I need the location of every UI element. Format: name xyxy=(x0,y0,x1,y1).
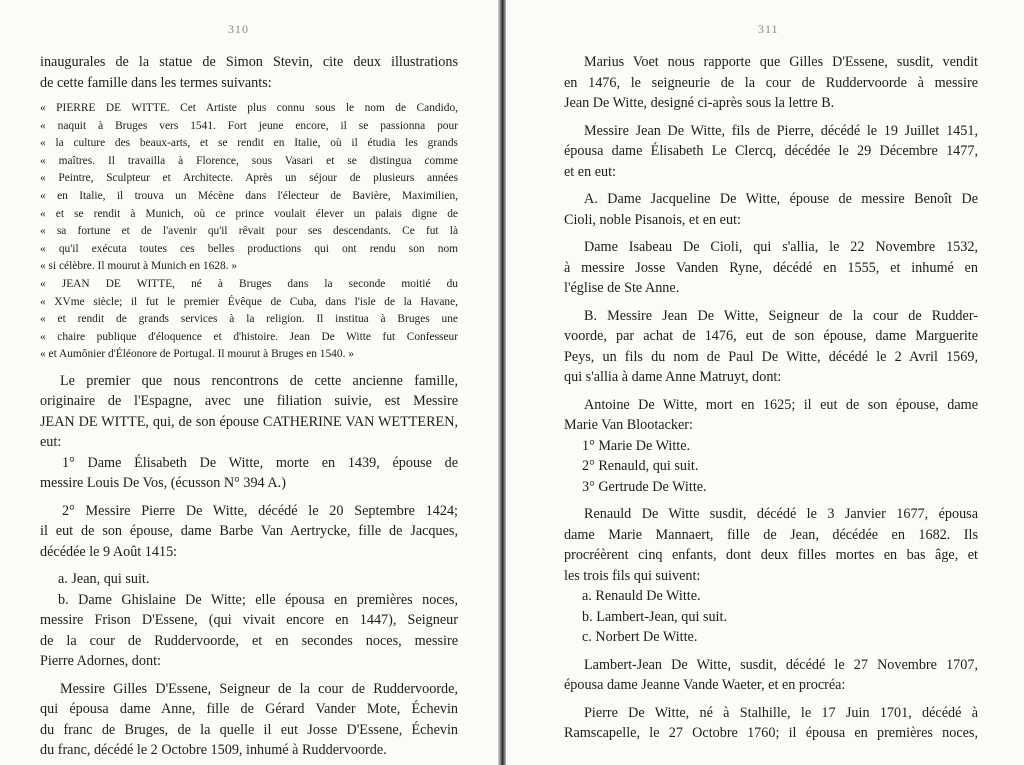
text-line: 2° Renauld, qui suit. xyxy=(582,458,699,474)
left-page xyxy=(0,0,498,765)
text-line: il eut de son épouse, dame Barbe Van Aertrycke, fille de Jacques, xyxy=(40,523,458,540)
text-line: Marius Voet nous rapporte que Gilles D'Essene, susdit, vendit xyxy=(584,54,978,70)
text-line: Marie Van Blootacker: xyxy=(564,417,693,433)
quote-line: « qu'il exécuta toutes ces belles productions qui ont rendu son nom xyxy=(40,242,458,255)
quote-line: « XVme siècle; il fut le premier Évêque de Cuba, dans l'isle de la Havane, xyxy=(40,295,458,308)
quote-line: « et Aumônier d'Éléonore de Portugal. Il mourut à Bruges en 1540. » xyxy=(40,348,354,361)
text-line: c. Norbert De Witte. xyxy=(582,629,698,645)
text-line: en 1476, le seigneurie de la cour de Ruddervoorde à messire xyxy=(564,74,978,91)
text-line: décédée le 9 Août 1415: xyxy=(40,543,178,560)
text-line: 1° Marie De Witte. xyxy=(582,437,691,454)
text-line: Dame Isabeau De Cioli, qui s'allia, le 22 Novembre 1532, xyxy=(584,239,978,255)
text-line: inaugurales de la statue de Simon Stevin, cite deux illustrations xyxy=(40,54,458,70)
quote-line: « JEAN DE WITTE, né à Bruges dans la seconde moitié du xyxy=(40,277,458,290)
text-line: Messire Jean De Witte, fils de Pierre, décédé le 19 Juillet 1451, xyxy=(584,122,978,139)
quote-line: « PIERRE DE WITTE. Cet Artiste plus connu sous le nom de Candido, xyxy=(40,102,458,114)
text-line: messire Frison D'Essene, (qui vivait encore en 1447), Seigneur xyxy=(40,612,458,629)
text-line: Pierre Adornes, dont: xyxy=(40,653,161,670)
text-line: les trois fils qui suivent: xyxy=(564,567,701,584)
text-line: b. Dame Ghislaine De Witte; elle épousa en premières noces, xyxy=(58,591,458,608)
text-line: 3° Gertrude De Witte. xyxy=(582,478,707,495)
page-number: 310 xyxy=(228,22,249,36)
quote-line: « et rendit de grands services à la religion. Il institua à Bruges une xyxy=(40,313,458,326)
text-line: B. Messire Jean De Witte, Seigneur de la cour de Rudder- xyxy=(584,307,978,324)
text-line: Lambert-Jean De Witte, susdit, décédé le 27 Novembre 1707, xyxy=(584,656,978,673)
text-line: Renauld De Witte susdit, décédé le 3 Janvier 1677, épousa xyxy=(584,506,978,522)
text-line: Le premier que nous rencontrons de cette ancienne famille, xyxy=(60,372,458,389)
text-line: Messire Gilles D'Essene, Seigneur de la cour de Ruddervoorde, xyxy=(60,680,458,697)
text-line: dame Marie Mannaert, fille de Jean, décédée en 1682. Ils xyxy=(564,526,978,543)
text-line: Peys, un fils du nom de Paul De Witte, décédé le 2 Avril 1569, xyxy=(564,348,978,365)
text-line: originaire de l'Espagne, avec une filiation suivie, est Messire xyxy=(40,393,458,410)
text-line: du franc, décédé le 2 Octobre 1509, inhumé à Ruddervoorde. xyxy=(40,742,387,759)
text-line: Cioli, noble Pisanois, et en eut: xyxy=(564,211,741,228)
quote-line: « et se rendit à Munich, où ce prince voulait élever un palais digne de xyxy=(40,207,458,220)
text-line: épousa dame Jeanne Vande Waeter, et en procréa: xyxy=(564,677,846,693)
text-line: Pierre De Witte, né à Stalhille, le 17 Juin 1701, décédé à xyxy=(584,704,978,721)
text-line: et en eut: xyxy=(564,163,616,180)
text-line: a. Renauld De Witte. xyxy=(582,588,701,604)
text-line: Ramscapelle, le 27 Octobre 1760; il épousa en premières noces, xyxy=(564,725,978,741)
left-page-text xyxy=(40,52,458,761)
text-line: de cette famille dans les termes suivants: xyxy=(40,74,272,91)
text-line: voorde, par achat de 1476, eut de son épouse, dame Marguerite xyxy=(564,328,978,344)
quote-line: « sa fortune et de l'avenir qu'il rêvait pour ses descendants. Ce fut là xyxy=(40,225,458,238)
text-line: b. Lambert-Jean, qui suit. xyxy=(582,608,727,625)
quote-line: « en Italie, il trouva un Mécène dans l'électeur de Bavière, Maximilien, xyxy=(40,189,458,202)
text-line: qui épousa dame Anne, fille de Gérard Vander Mote, Échevin xyxy=(40,701,458,718)
text-line: de la cour de Ruddervoorde, et en secondes noces, messire xyxy=(40,632,458,649)
quote-line: « si célèbre. Il mourut à Munich en 1628. » xyxy=(40,260,238,273)
quote-line: « naquit à Bruges vers 1541. Fort jeune encore, il se passionna pour xyxy=(40,119,458,132)
text-line: messire Louis De Vos, (écusson N° 394 A.) xyxy=(40,475,286,492)
text-line: l'église de Ste Anne. xyxy=(564,280,680,296)
quote-line: « la culture des beaux-arts, et se rendit en Italie, où il étudia les grands xyxy=(40,137,458,150)
page-number: 311 xyxy=(758,22,779,36)
text-line: 1° Dame Élisabeth De Witte, morte en 1439, épouse de xyxy=(62,454,458,471)
right-page-text xyxy=(564,52,978,744)
text-line: qui s'allia à dame Anne Matruyt, dont: xyxy=(564,369,782,385)
text-line: Jean De Witte, designé ci-après sous la lettre B. xyxy=(564,95,835,111)
right-page xyxy=(506,0,1024,765)
text-line: a. Jean, qui suit. xyxy=(58,571,150,588)
text-line: Antoine De Witte, mort en 1625; il eut de son épouse, dame xyxy=(584,396,978,413)
quote-line: « Peintre, Sculpteur et Architecte. Après un séjour de plusieurs années xyxy=(40,172,458,185)
quote-line: « maîtres. Il travailla à Florence, sous Vasari et se distingua comme xyxy=(40,154,458,167)
text-line: A. Dame Jacqueline De Witte, épouse de messire Benoît De xyxy=(584,191,978,207)
text-line: du franc de Bruges, de la quelle il eut Josse D'Essene, Échevin xyxy=(40,721,458,738)
text-line: procréèrent cinq enfants, dont deux filles mortes en bas âge, et xyxy=(564,547,978,563)
text-line: eut: xyxy=(40,434,62,451)
text-line: 2° Messire Pierre De Witte, décédé le 20 Septembre 1424; xyxy=(62,502,458,519)
quote-line: « chaire publique d'éloquence et d'histoire. Jean De Witte fut Confesseur xyxy=(40,330,458,343)
text-line: à messire Josse Vanden Ryne, décédé en 1555, et inhumé en xyxy=(564,259,978,276)
text-line: JEAN DE WITTE, qui, de son épouse CATHERINE VAN WETTEREN, xyxy=(40,413,458,430)
book-gutter xyxy=(498,0,506,765)
text-line: épousa dame Élisabeth Le Clercq, décédée le 29 Décembre 1477, xyxy=(564,143,978,159)
